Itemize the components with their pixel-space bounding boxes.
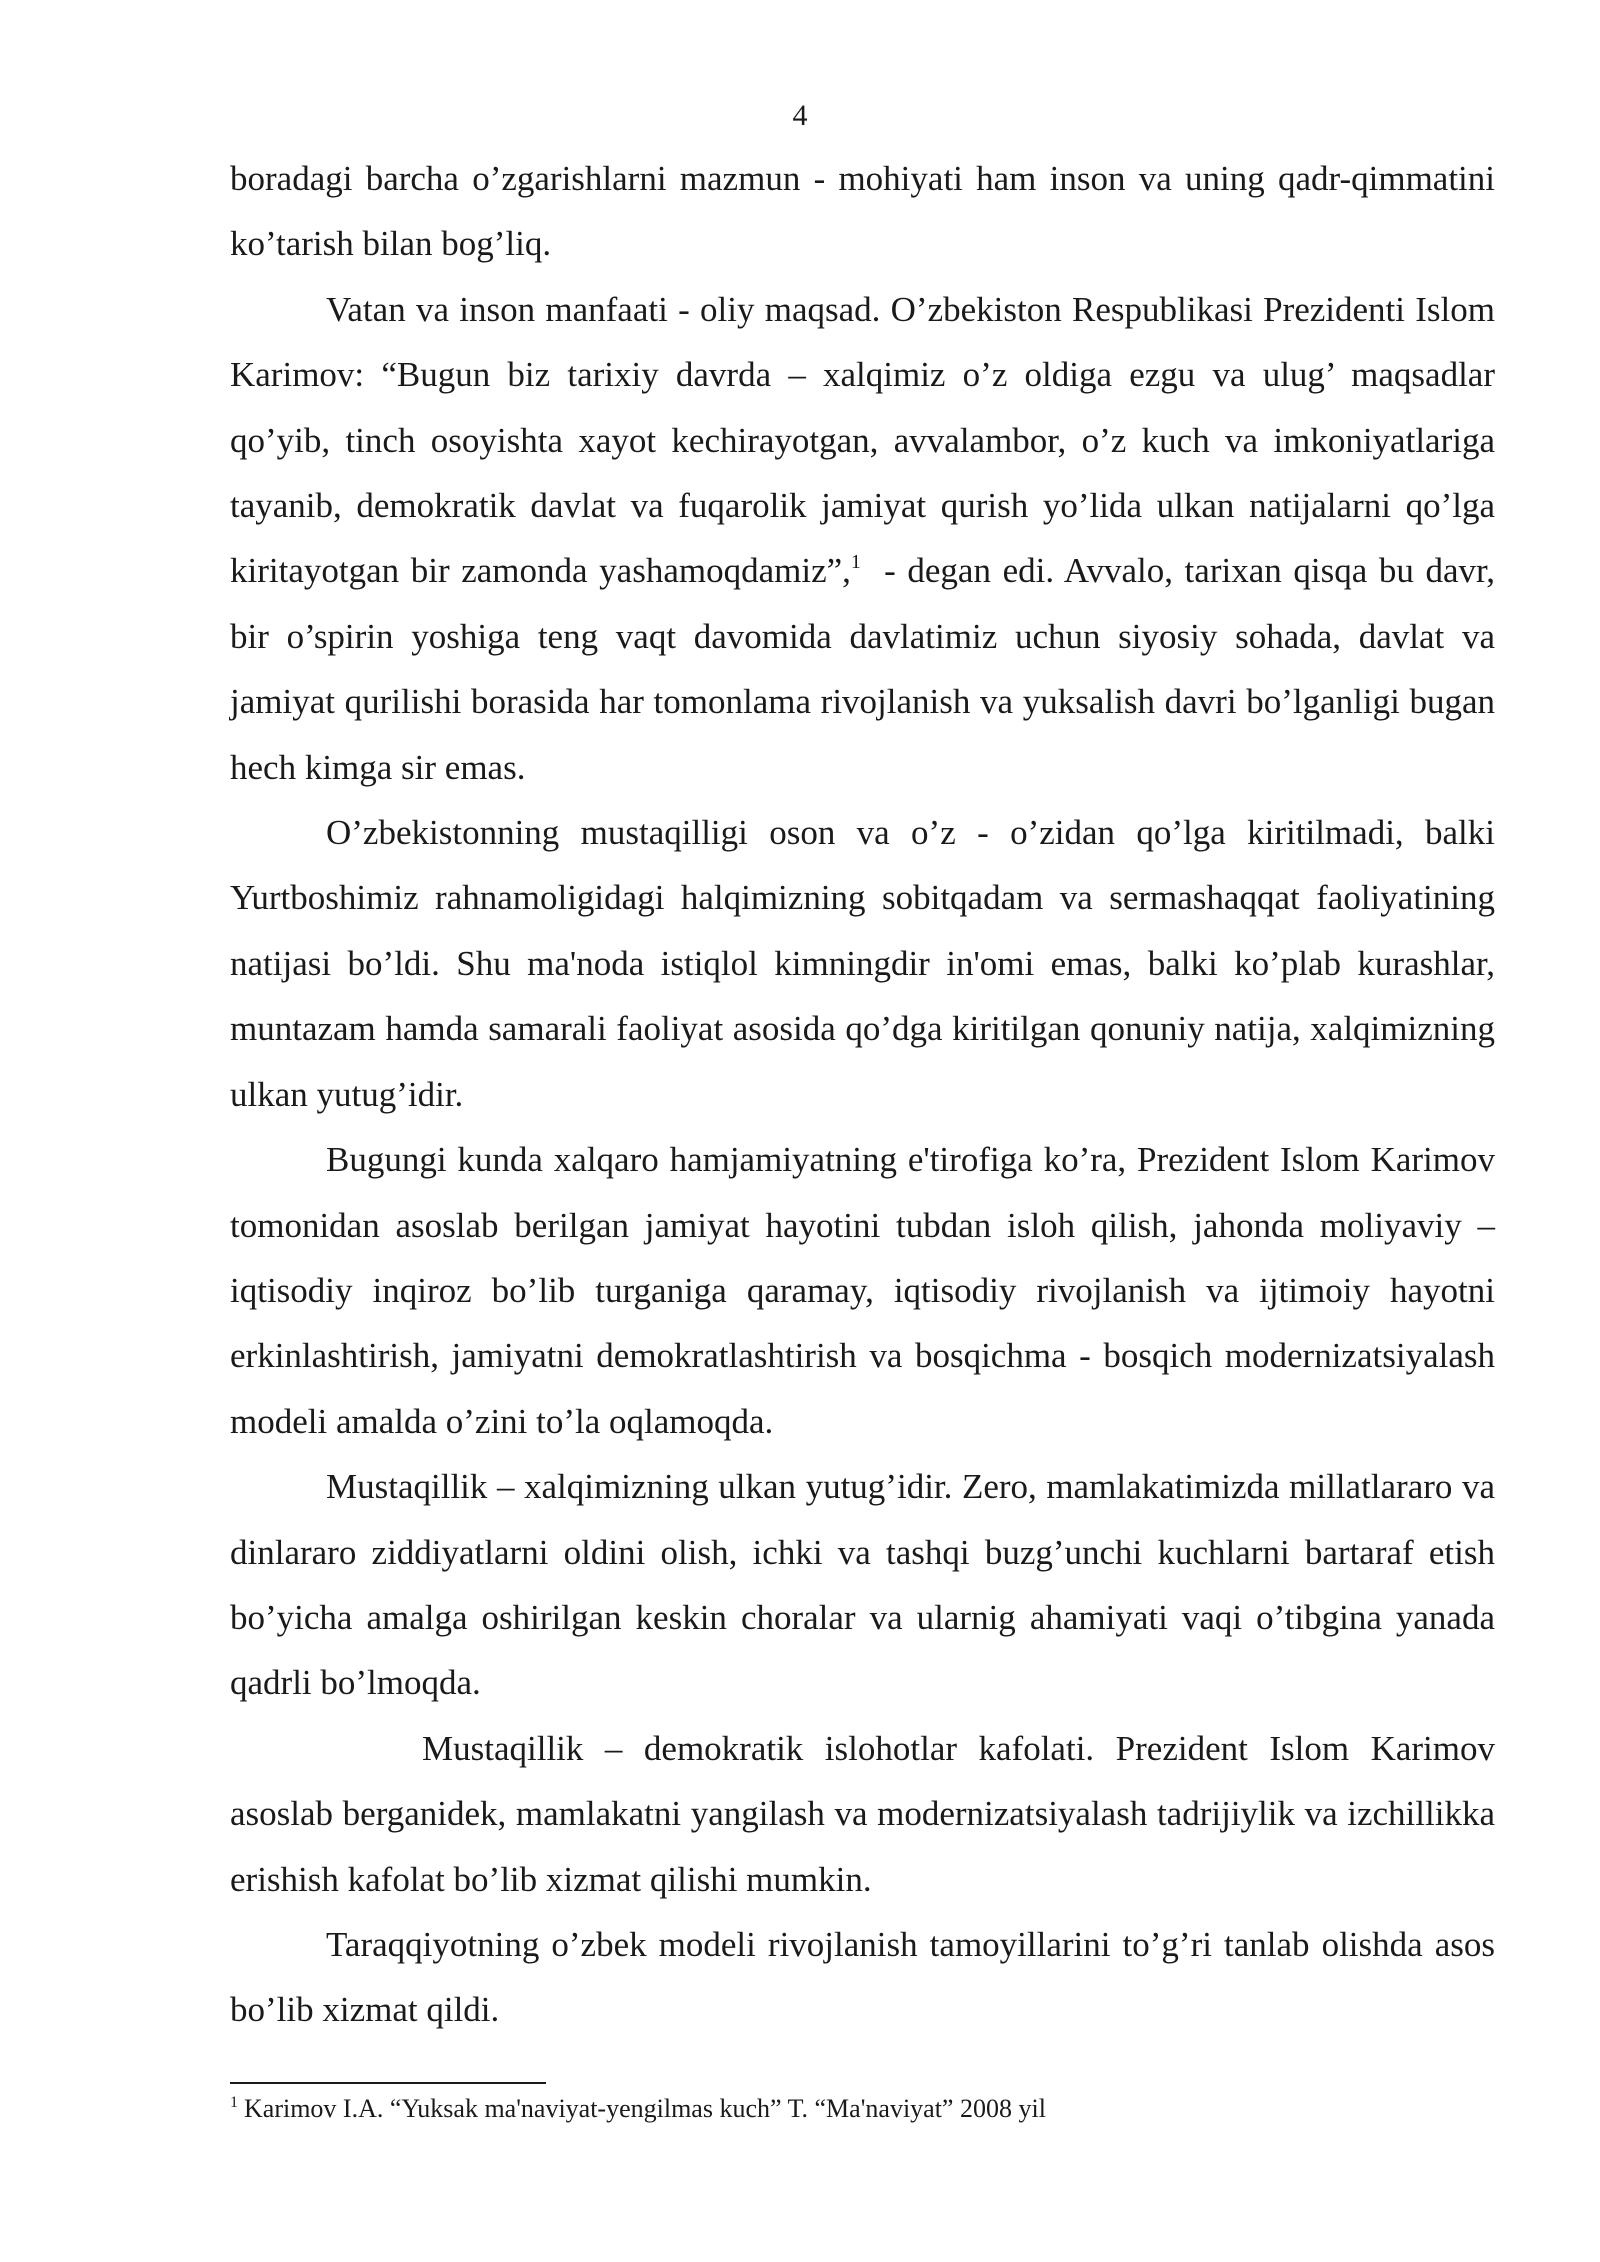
footnote-marker: 1 xyxy=(230,2094,238,2111)
paragraph-1: boradagi barcha o’zgarishlarni mazmun - mohiyati ham inson va uning qadr-qimmatini ko’tarish bilan bog’liq. xyxy=(230,159,1495,264)
footnote xyxy=(230,2092,1495,2126)
paragraph-2 xyxy=(230,277,1504,800)
paragraph-7: Taraqqiyotning o’zbek modeli rivojlanish tamoyillarini to’g’ri tanlab olishda asos bo’lib xizmat qildi. xyxy=(230,1924,1495,2030)
footnote-reference[interactable]: 1 xyxy=(850,551,861,574)
footnote-text: Karimov I.A. “Yuksak ma'naviyat-yengilmas kuch” T. “Ma'naviyat” 2008 yil xyxy=(244,2094,1046,2123)
body-text xyxy=(230,146,1504,2043)
paragraph-2-text-before: Vatan va inson manfaati - oliy maqsad. O’zbekiston Respublikasi Prezidenti Islom Karimov: “Bugun biz tarixiy davrda – xalqimiz o’z oldiga ezgu va ulug’ maqsadlar qo’yib, tinch osoyishta xayot kechirayotgan, avvalambor, o’z kuch va imkoniyatlariga tayanib, demokratik davlat va fuqarolik jamiyat qurish yo’lida ulkan natijalarni qo’lga kiritayotgan bir zamonda yashamoqdamiz”, xyxy=(230,289,1495,591)
paragraph-2-text-after: - degan edi. Avvalo, tarixan qisqa bu davr, bir o’spirin yoshiga teng vaqt davomida davlatimiz uchun siyosiy sohada, davlat va jamiyat qurilishi borasida har tomonlama rivojlanish va yuksalish davri bo’lganligi bugan hech kimga sir emas. xyxy=(230,551,1504,787)
paragraph-5: Mustaqillik – xalqimizning ulkan yutug’idir. Zero, mamlakatimizda millatlararo va dinlararo ziddiyatlarni oldini olish, ichki va tashqi buzg’unchi kuchlarni bartaraf etish bo’yicha amalga oshirilgan keskin choralar va ularnig ahamiyati vaqi o’tibgina yanada qadrli bo’lmoqda. xyxy=(230,1467,1495,1703)
paragraph-6: Mustaqillik – demokratik islohotlar kafolati. Prezident Islom Karimov asoslab berganidek, mamlakatni yangilash va modernizatsiyalash tadrijiylik va izchillikka erishish kafolat bo’lib xizmat qilishi mumkin. xyxy=(230,1728,1495,1899)
footnote-divider xyxy=(230,2082,546,2084)
paragraph-3: O’zbekistonning mustaqilligi oson va o’z - o’zidan qo’lga kiritilmadi, balki Yurtboshimiz rahnamoligidagi halqimizning sobitqadam va sermashaqqat faoliyatining natijasi bo’ldi. Shu ma'noda istiqlol kimningdir in'omi emas, balki ko’plab kurashlar, muntazam hamda samarali faoliyat asosida qo’dga kiritilgan qonuniy natija, xalqimizning ulkan yutug’idir. xyxy=(230,813,1495,1114)
page-number: 4 xyxy=(792,99,808,132)
paragraph-4: Bugungi kunda xalqaro hamjamiyatning e'tirofiga ko’ra, Prezident Islom Karimov tomonidan asoslab berilgan jamiyat hayotini tubdan isloh qilish, jahonda moliyaviy – iqtisodiy inqiroz bo’lib turganiga qaramay, iqtisodiy rivojlanish va ijtimoiy hayotni erkinlashtirish, jamiyatni demokratlashtirish va bosqichma - bosqich modernizatsiyalash modeli amalda o’zini to’la oqlamoqda. xyxy=(230,1140,1495,1441)
